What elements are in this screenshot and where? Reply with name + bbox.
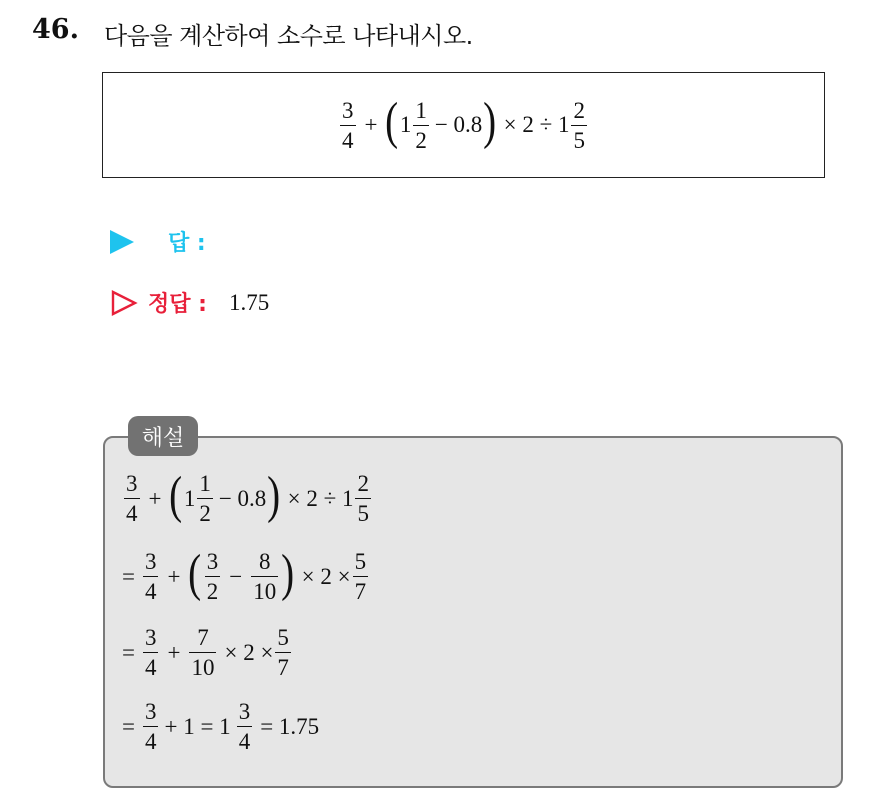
numerator: 3 (342, 97, 354, 123)
denominator: 5 (571, 125, 587, 152)
explanation-line-4 (122, 700, 319, 753)
numerator: 3 (144, 549, 157, 574)
right-paren: ) (281, 544, 295, 602)
denominator: 4 (143, 726, 159, 753)
whole-number: 1 (183, 485, 196, 511)
denominator: 10 (251, 576, 278, 603)
question-expression-box (102, 72, 825, 178)
fraction (251, 550, 278, 603)
fraction (571, 99, 587, 152)
explanation-line-3 (122, 626, 293, 679)
denominator: 10 (189, 652, 216, 679)
numerator: 3 (126, 471, 138, 496)
fraction (355, 472, 371, 525)
denominator: 4 (124, 498, 140, 525)
denominator: 2 (413, 125, 429, 152)
denominator: 5 (355, 498, 371, 525)
question-text: 다음을 계산하여 소수로 나타내시오. (104, 22, 473, 50)
numerator: 3 (144, 699, 157, 724)
right-paren: ) (483, 93, 497, 151)
numerator: 7 (197, 625, 209, 650)
numerator: 8 (259, 549, 271, 574)
fraction (143, 626, 159, 679)
right-paren: ) (267, 466, 281, 524)
denominator: 4 (143, 652, 159, 679)
denominator: 4 (143, 576, 159, 603)
numerator: 3 (238, 699, 251, 724)
fraction (189, 626, 216, 679)
denominator: 4 (237, 726, 253, 753)
correct-answer-row (110, 287, 269, 318)
numerator: 1 (199, 471, 211, 496)
equals-sign: = (122, 563, 135, 589)
operator: + (148, 485, 162, 511)
fraction (353, 550, 369, 603)
expression-text: × 2 ÷ 1 (503, 112, 570, 137)
denominator: 7 (275, 652, 291, 679)
answer-row (110, 226, 206, 257)
expression-text: × 2 × (224, 639, 274, 665)
operator: + (167, 563, 181, 589)
fraction (275, 626, 291, 679)
numerator: 2 (573, 97, 585, 123)
fraction (143, 550, 159, 603)
explanation-line-1 (122, 466, 373, 526)
operator: + (364, 112, 378, 137)
operator: − (229, 563, 243, 589)
fraction (197, 472, 213, 525)
fraction (124, 472, 140, 525)
left-paren: ( (188, 544, 202, 602)
expression-text: × 2 × (301, 563, 351, 589)
numerator: 3 (144, 625, 157, 650)
correct-answer-value: 1.75 (228, 289, 270, 315)
left-paren: ( (385, 93, 399, 151)
answer-label: 답 : (168, 231, 206, 256)
fraction (413, 99, 429, 152)
denominator: 2 (205, 576, 221, 603)
correct-answer-label: 정답 : (148, 292, 207, 317)
question-expression (338, 93, 589, 153)
left-paren: ( (169, 466, 183, 524)
expression-text: = 1.75 (260, 713, 320, 739)
equals-sign: = (122, 713, 135, 739)
expression-text: + 1 = 1 (164, 713, 231, 739)
whole-number: 1 (399, 112, 412, 137)
explanation-tag: 해설 (128, 416, 198, 456)
numerator: 5 (277, 625, 289, 650)
numerator: 2 (357, 471, 369, 496)
outline-triangle-icon (110, 289, 138, 317)
fraction (340, 99, 356, 152)
numerator: 5 (354, 549, 367, 574)
numerator: 3 (206, 549, 219, 574)
expression-text: − 0.8 (434, 112, 483, 137)
denominator: 4 (340, 125, 356, 152)
fraction (143, 700, 159, 753)
equals-sign: = (122, 639, 135, 665)
denominator: 7 (353, 576, 369, 603)
fraction (205, 550, 221, 603)
numerator: 1 (415, 97, 427, 123)
denominator: 2 (197, 498, 213, 525)
fraction (237, 700, 253, 753)
expression-text: − 0.8 (218, 485, 267, 511)
question-number: 46. (32, 14, 79, 45)
operator: + (167, 639, 181, 665)
explanation-line-2 (122, 544, 370, 604)
filled-triangle-icon (110, 230, 134, 254)
expression-text: × 2 ÷ 1 (287, 485, 354, 511)
